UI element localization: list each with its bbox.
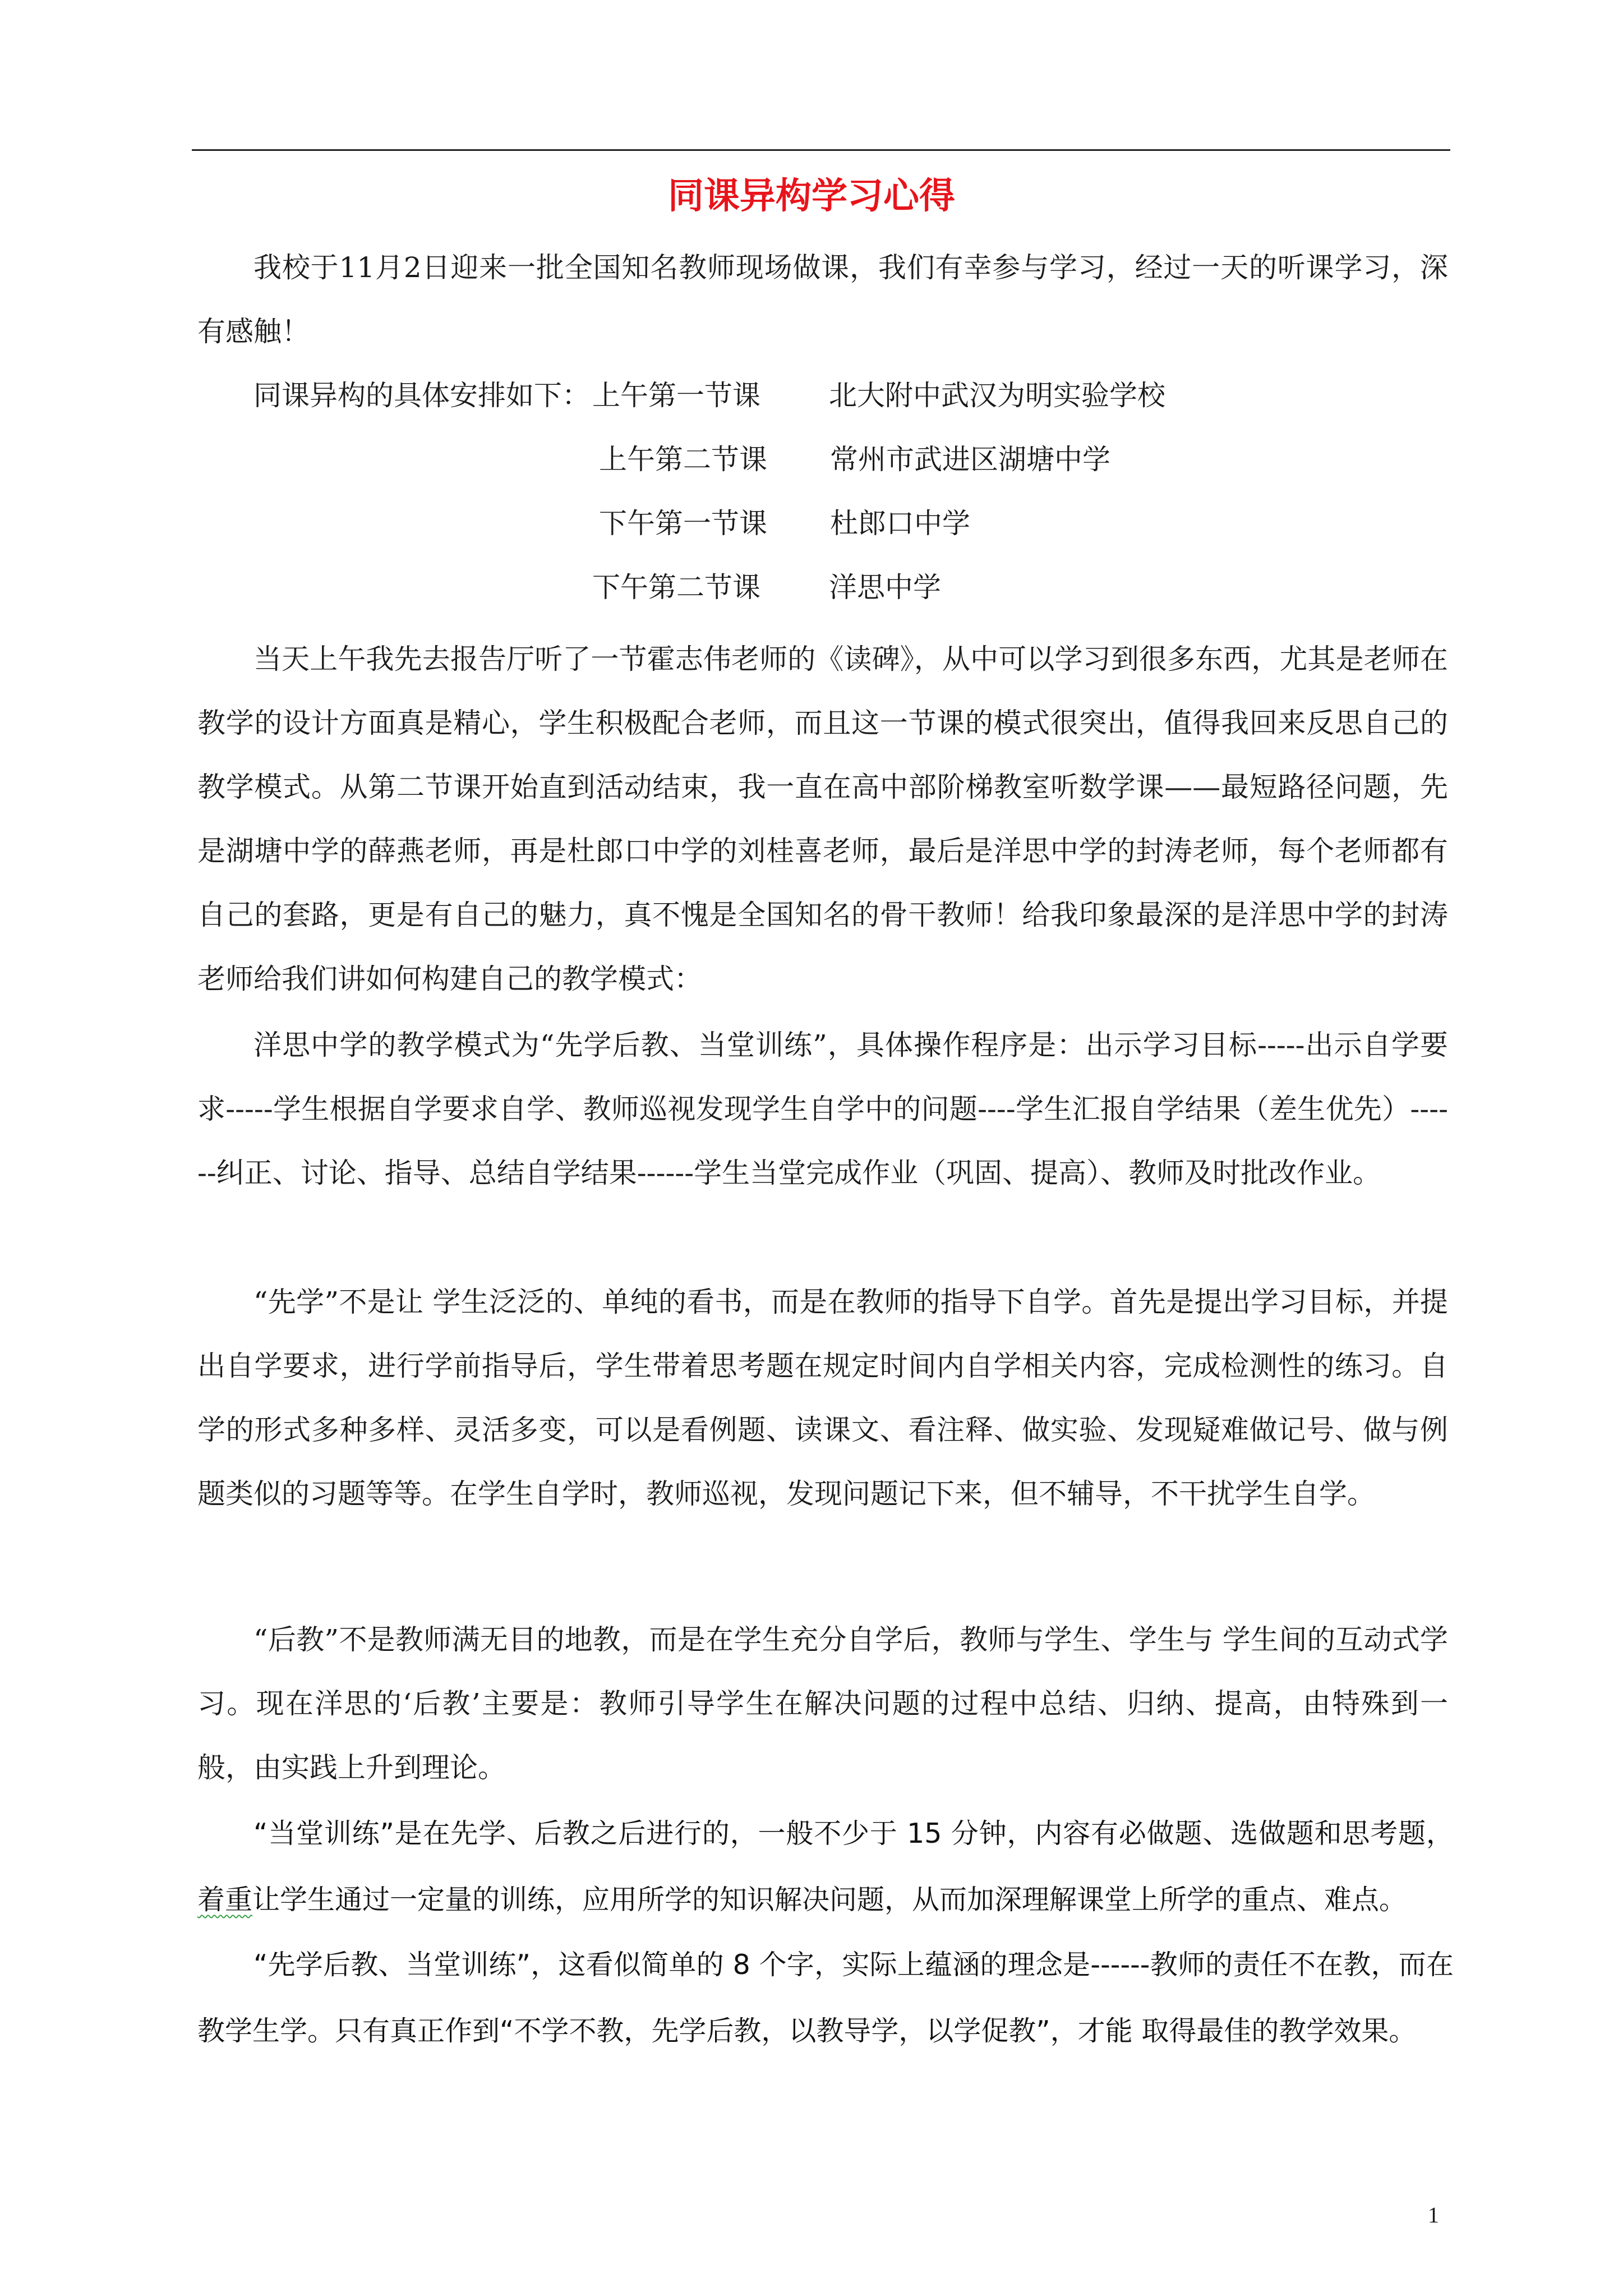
schedule-lead: 同课异构的具体安排如下：: [253, 379, 590, 412]
training-paragraph: [197, 1801, 1454, 1933]
summary-paragraph: “先学后教、当堂训练”，这看似简单的 8 个字，实际上蕴涵的理念是------教师的责任不在教，而在教学生学。只有真正作到“不学不教，先学后教，以教导学，以学促教”，才能 取得最佳的教学效果。: [197, 1949, 1454, 2047]
schedule-school-3: 杜郎口中学: [830, 507, 970, 540]
spellcheck-squiggle-word: 着重: [197, 1884, 253, 1916]
schedule-period-4: 下午第二节课: [592, 571, 760, 604]
document-title: 同课异构学习心得: [668, 176, 955, 217]
intro-paragraph: 我校于11月2日迎来一批全国知名教师现场做课，我们有幸参与学习，经过一天的听课学习，深有感触！: [197, 251, 1448, 348]
schedule-period-2: 上午第二节课: [599, 443, 767, 476]
body-paragraph-4: “后教”不是教师满无目的地教，而是在学生充分自学后，教师与学生、学生与 学生间的互动式学习。现在洋思的‘后教’主要是：教师引导学生在解决问题的过程中总结、归纳、提高，由特殊到一般，由实践上升到理论。: [197, 1623, 1448, 1784]
header-rule: [192, 149, 1450, 151]
body-paragraph-1: 当天上午我先去报告厅听了一节霍志伟老师的《读碑》，从中可以学习到很多东西，尤其是老师在教学的设计方面真是精心，学生积极配合老师，而且这一节课的模式很突出，值得我回来反思自己的教学模式。从第二节课开始直到活动结束，我一直在高中部阶梯教室听数学课——最短路径问题，先是湖塘中学的薛燕老师，再是杜郎口中学的刘桂喜老师，最后是洋思中学的封涛老师，每个老师都有自己的套路，更是有自己的魅力，真不愧是全国知名的骨干教师！给我印象最深的是洋思中学的封涛老师给我们讲如何构建自己的教学模式：: [197, 643, 1448, 995]
schedule-school-4: 洋思中学: [829, 571, 941, 604]
schedule-school-2: 常州市武进区湖塘中学: [830, 443, 1110, 476]
schedule-school-1: 北大附中武汉为明实验学校: [829, 379, 1165, 412]
schedule-period-1: 上午第一节课: [592, 379, 760, 412]
training-text-part2: 让学生通过一定量的训练，应用所学的知识解决问题，从而加深理解课堂上所学的重点、难点。: [252, 1884, 1407, 1916]
body-paragraph-2: 洋思中学的教学模式为“先学后教、当堂训练”，具体操作程序是：出示学习目标-----出示自学要求-----学生根据自学要求自学、教师巡视发现学生自学中的问题----学生汇报自学结果（差生优先）------纠正、讨论、指导、总结自学结果------学生当堂完成作业（巩固、提高）、教师及时批改作业。: [197, 1029, 1448, 1189]
body-paragraph-3: “先学”不是让 学生泛泛的、单纯的看书，而是在教师的指导下自学。首先是提出学习目标，并提出自学要求，进行学前指导后，学生带着思考题在规定时间内自学相关内容，完成检测性的练习。自学的形式多种多样、灵活多变，可以是看例题、读课文、看注释、做实验、发现疑难做记号、做与例题类似的习题等等。在学生自学时，教师巡视，发现问题记下来，但不辅导，不干扰学生自学。: [197, 1286, 1448, 1510]
page-number: 1: [1428, 2202, 1439, 2228]
training-text-part1: “当堂训练”是在先学、后教之后进行的，一般不少于 15 分钟，内容有必做题、选做题和思考题，: [253, 1818, 1454, 1849]
schedule-period-3: 下午第一节课: [599, 507, 767, 540]
